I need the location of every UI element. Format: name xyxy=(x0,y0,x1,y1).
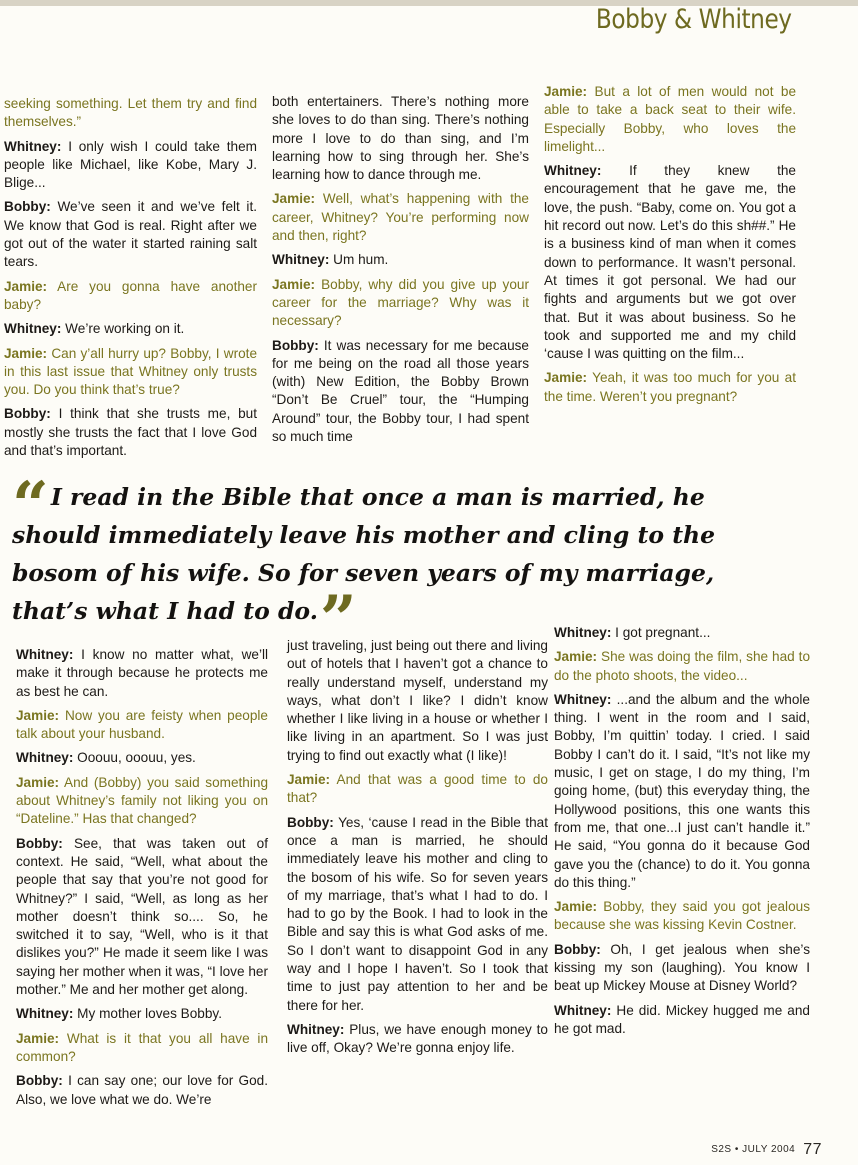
speaker-name: Whitney: xyxy=(16,647,74,662)
column-6 xyxy=(554,624,810,1044)
dialogue-text: I know no matter what, we’ll make it through because he protects me as best he can. xyxy=(16,647,269,699)
interview-question xyxy=(4,345,257,400)
dialogue-text: We’ve seen it and we’ve felt it. We know that God is real. Right after we got out of the water it started raining salt tears. xyxy=(4,199,257,270)
dialogue-text: He did. Mickey hugged me and he got mad. xyxy=(554,1002,810,1036)
speaker-name: Jamie: xyxy=(16,1030,60,1046)
interview-question xyxy=(287,771,548,808)
dialogue-text: I got pregnant... xyxy=(615,625,711,640)
interview-answer xyxy=(272,337,529,447)
speaker-name: Whitney: xyxy=(16,750,74,766)
speaker-name: Jamie: xyxy=(4,278,48,294)
speaker-name: Jamie: xyxy=(544,84,588,99)
dialogue-text: Yes, ‘cause I read in the Bible that once a man is married, he should immediately leave his mother and cling to the bosom of his wife. So for seven years of my marriage, that’s what I had to do. I had to go by the Book. I had to look in the Bible and say this is what God asks of me. So I don’t want to disappoint God in any way and I hope I haven’t. So I took that time to just pay attention to her and be there for her. xyxy=(287,814,548,1013)
speaker-name: Whitney: xyxy=(272,252,330,268)
dialogue-text: Um hum. xyxy=(333,252,389,268)
column-2 xyxy=(272,93,529,452)
dialogue-text: just traveling, just being out there and living out of hotels that I haven’t got a chance to really understand myself, understand my ways, what don’t I like? I didn’t know whether I like living in a house or whether I like living in an apartment. So I was just trying to find out exactly what (I like)! xyxy=(287,638,548,763)
interview-question xyxy=(554,648,810,685)
interview-question xyxy=(554,898,810,935)
interview-question xyxy=(272,190,529,245)
dialogue-text: I only wish I could take them people like Michael, like Kobe, Mary J. Blige... xyxy=(4,138,257,191)
open-quote-mark: “ xyxy=(12,468,43,543)
speaker-name: Jamie: xyxy=(16,774,60,790)
page-number: 77 xyxy=(803,1141,822,1158)
interview-answer xyxy=(287,814,548,1015)
interview-answer xyxy=(554,941,810,996)
dialogue-text: I can say one; our love for God. Also, we love what we do. We’re xyxy=(16,1073,268,1107)
dialogue-text: And that was a good time to do that? xyxy=(287,772,548,806)
interview-answer xyxy=(4,320,257,338)
speaker-name: Whitney: xyxy=(287,1021,345,1037)
dialogue-text: And (Bobby) you said something about Whitney’s family not liking you on “Dateline.” Has that changed? xyxy=(16,774,269,827)
speaker-name: Whitney: xyxy=(4,321,62,337)
interview-question xyxy=(16,707,268,744)
interview-answer xyxy=(287,1021,548,1058)
speaker-name: Jamie: xyxy=(272,276,316,292)
speaker-name: Bobby: xyxy=(16,835,63,851)
speaker-name: Jamie: xyxy=(4,345,48,361)
dialogue-text: seeking something. Let them try and find themselves.” xyxy=(4,96,257,130)
dialogue-text: If they knew the encouragement that he gave me, the love, the push. “Baby, come on. You got a hit record out now. Let’s do this sh##.” He is a business kind of man when it comes down to performance. It wasn’t personal. At times it got personal. We had our fights and arguments but we got over that. But it was about business. So he took and supported me and my child ‘cause I was quitting on the film... xyxy=(544,163,796,362)
dialogue-text: Now you are feisty when people talk about your husband. xyxy=(16,707,268,742)
speaker-name: Whitney: xyxy=(4,138,62,154)
interview-answer xyxy=(4,405,257,460)
speaker-name: Bobby: xyxy=(554,941,601,957)
dialogue-text: Yeah, it was too much for you at the time. Weren’t you pregnant? xyxy=(544,370,796,404)
speaker-name: Bobby: xyxy=(287,814,334,830)
dialogue-text: Well, what’s happening with the career, Whitney? You’re performing now and then, right? xyxy=(272,191,529,244)
column-4 xyxy=(16,646,268,1115)
section-title: Bobby & Whitney xyxy=(596,4,792,35)
interview-question xyxy=(544,369,796,406)
speaker-name: Bobby: xyxy=(4,199,51,215)
interview-question xyxy=(272,276,529,331)
speaker-name: Bobby: xyxy=(16,1073,63,1089)
interview-answer xyxy=(287,637,548,765)
dialogue-text: I think that she trusts me, but mostly she trusts the fact that I love God and that’s important. xyxy=(4,406,257,459)
speaker-name: Jamie: xyxy=(287,772,331,788)
dialogue-text: Bobby, why did you give up your career for the marriage? Why was it necessary? xyxy=(272,276,529,329)
interview-question xyxy=(16,1030,268,1067)
dialogue-text: Plus, we have enough money to live off, Okay? We’re gonna enjoy life. xyxy=(287,1021,548,1056)
speaker-name: Jamie: xyxy=(554,649,598,665)
speaker-name: Jamie: xyxy=(544,370,588,386)
interview-answer xyxy=(544,162,796,363)
interview-question xyxy=(544,83,796,156)
interview-answer xyxy=(4,198,257,271)
dialogue-text: See, that was taken out of context. He said, “Well, what about the people that say that you’re not good for Whitney?” I said, “Well, as long as her mother doesn’t think so.... So, he switched it to say, “Well, who is it that dislikes you?” He made it seem like I was saying her mother when it was, “I love her mother.” Me and her mother get along. xyxy=(16,835,269,998)
interview-answer xyxy=(16,835,268,1000)
interview-question xyxy=(4,95,257,132)
dialogue-text: But a lot of men would not be able to take a back seat to their wife. Especially Bobby, who loves the limelight... xyxy=(544,84,797,154)
interview-answer xyxy=(554,624,810,642)
dialogue-text: We’re working on it. xyxy=(65,321,185,337)
dialogue-text: What is it that you all have in common? xyxy=(16,1030,268,1064)
interview-answer xyxy=(16,1072,268,1109)
page-footer xyxy=(711,1141,822,1159)
speaker-name: Jamie: xyxy=(16,707,60,723)
dialogue-text: Oh, I get jealous when she’s kissing my son (laughing). You know I beat up Mickey Mouse at Disney World? xyxy=(554,941,810,994)
interview-answer xyxy=(4,138,257,193)
interview-answer xyxy=(16,646,268,701)
dialogue-text: It was necessary for me because for me being on the road all those years (with) New Edition, the Bobby Brown “Don’t Be Cruel” tour, the “Humping Around” tour, the Bobby tour, I had spent so much time xyxy=(272,337,529,445)
column-1 xyxy=(4,95,257,466)
close-quote-mark: ” xyxy=(319,582,351,657)
speaker-name: Jamie: xyxy=(554,899,598,915)
speaker-name: Jamie: xyxy=(272,191,316,207)
interview-question xyxy=(16,774,268,829)
speaker-name: Whitney: xyxy=(554,691,612,707)
interview-answer xyxy=(272,251,529,269)
dialogue-text: Ooouu, ooouu, yes. xyxy=(77,750,196,766)
magazine-issue: S2S • JULY 2004 xyxy=(711,1144,796,1155)
dialogue-text: ...and the album and the whole thing. I went in the room and I said, Bobby, I’m quittin’ today. I cried. I said Bobby I can’t do it. I said, “It’s not like my music, I get on stage, I do my thing, I’m going home, (but) this everyday thing, the Hollywood positions, this one wants this from me, that one...I just can’t handle it.” He said, “You gonna do it because God gave you the (chance) to do it. You gonna do this thing.” xyxy=(554,691,810,890)
speaker-name: Bobby: xyxy=(4,406,51,422)
speaker-name: Whitney: xyxy=(554,625,612,640)
interview-answer xyxy=(554,1002,810,1039)
interview-answer xyxy=(16,749,268,767)
interview-question xyxy=(4,278,257,315)
dialogue-text: Bobby, they said you got jealous because she was kissing Kevin Costner. xyxy=(554,899,810,933)
pull-quote-text: I read in the Bible that once a man is married, he should immediately leave his mother and cling to the bosom of his wife. So for seven years of my marriage, that’s what I had to do. xyxy=(12,483,716,625)
dialogue-text: She was doing the film, she had to do the photo shoots, the video... xyxy=(554,649,811,683)
speaker-name: Whitney: xyxy=(544,163,602,179)
column-3 xyxy=(544,83,796,412)
dialogue-text: Can y’all hurry up? Bobby, I wrote in this last issue that Whitney only trusts you. Do you think that’s true? xyxy=(4,345,258,398)
interview-answer xyxy=(272,93,529,184)
dialogue-text: both entertainers. There’s nothing more she loves to do than sing. There’s nothing more I love to do than sing, and I’m learning how to sing through her. She’s learning how to dance through me. xyxy=(272,94,529,183)
column-5 xyxy=(287,637,548,1064)
interview-answer xyxy=(16,1005,268,1023)
dialogue-text: My mother loves Bobby. xyxy=(77,1006,222,1022)
speaker-name: Whitney: xyxy=(554,1002,612,1018)
interview-answer xyxy=(554,691,810,892)
dialogue-text: Are you gonna have another baby? xyxy=(4,278,257,312)
speaker-name: Bobby: xyxy=(272,337,319,353)
speaker-name: Whitney: xyxy=(16,1006,74,1022)
